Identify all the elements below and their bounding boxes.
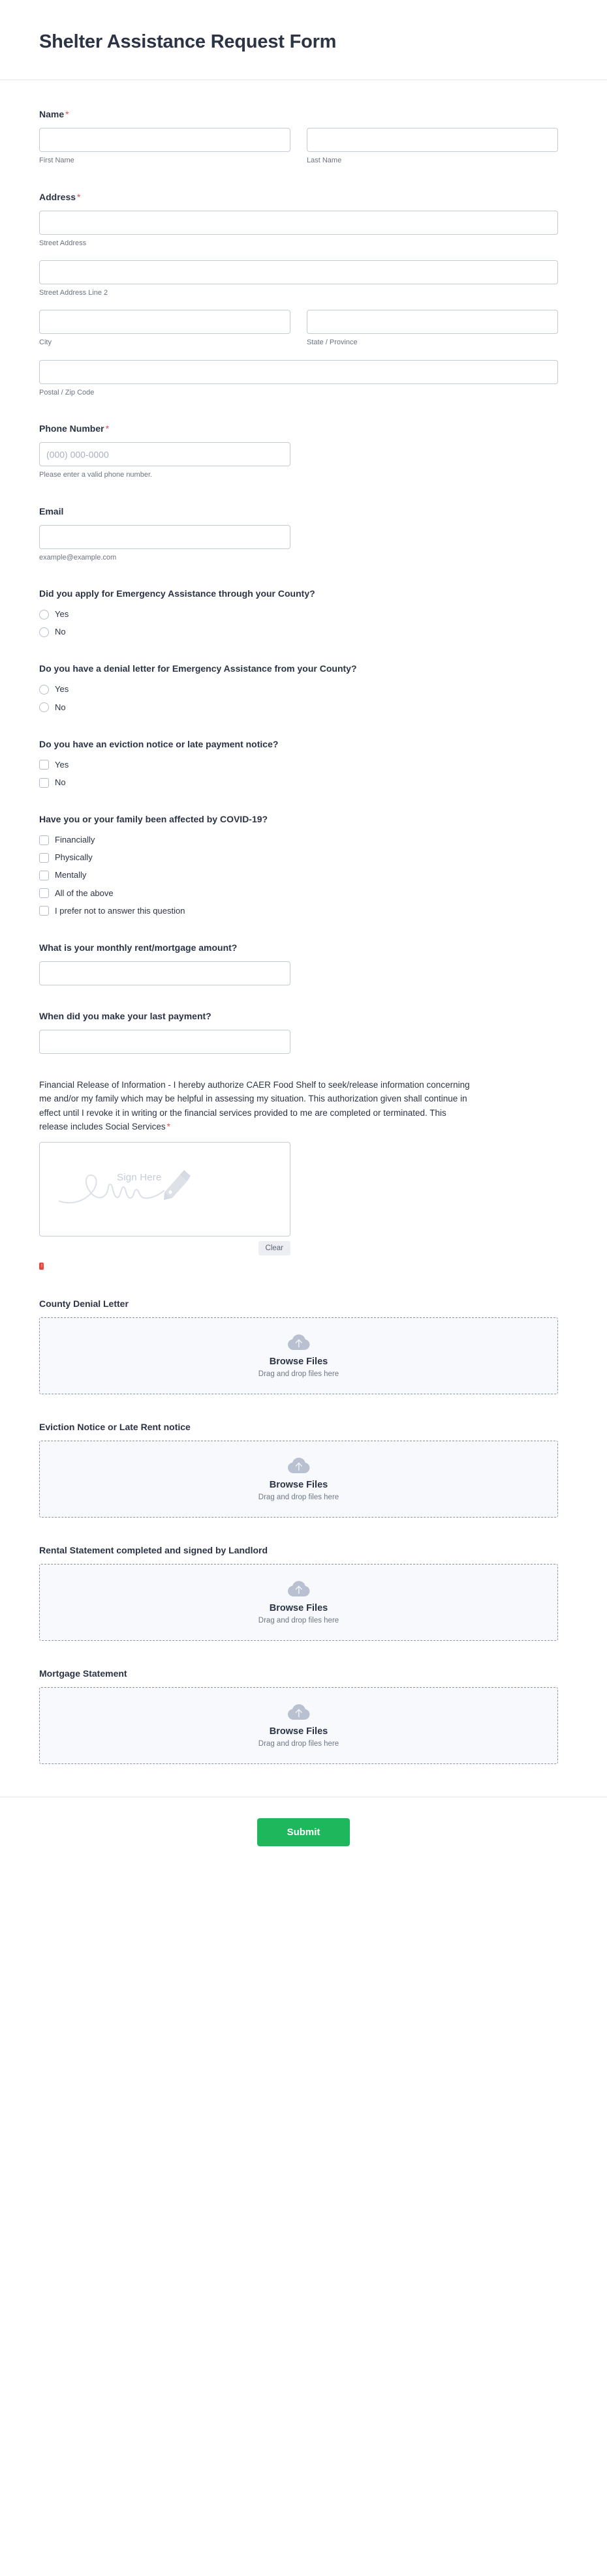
- email-sublabel: example@example.com: [39, 553, 117, 562]
- upload-eviction-notice: [39, 1420, 568, 1518]
- field-label-denial-letter: Do you have a denial letter for Emergency Assistance from your County?: [39, 663, 357, 674]
- choice-label: No: [55, 702, 66, 712]
- checkbox-icon[interactable]: [39, 778, 49, 788]
- submit-button[interactable]: Submit: [257, 1818, 350, 1846]
- checkbox-covid-all-of-the-above[interactable]: [39, 888, 568, 899]
- field-label-name: Name *: [39, 109, 69, 120]
- radio-applied-emergency-yes[interactable]: [39, 608, 568, 620]
- choice-label: Mentally: [55, 870, 87, 880]
- email-input[interactable]: [39, 525, 290, 549]
- street-address-sublabel: Street Address: [39, 239, 87, 247]
- cloud-upload-icon: [288, 1581, 310, 1598]
- name-row: [39, 128, 568, 166]
- field-label-email: Email: [39, 505, 64, 517]
- choice-label: Yes: [55, 608, 69, 619]
- choice-label: Financially: [55, 835, 95, 845]
- street-address-2-input[interactable]: [39, 260, 558, 284]
- street-address-2-group: [39, 260, 568, 298]
- page-title: Shelter Assistance Request Form: [39, 31, 337, 52]
- rent-amount-input[interactable]: [39, 961, 290, 985]
- field-label-eviction-notice: Do you have an eviction notice or late payment notice?: [39, 738, 279, 749]
- browse-files-label: Browse Files: [269, 1602, 328, 1613]
- last-name-sublabel: Last Name: [307, 157, 342, 165]
- field-label-financial-release: Financial Release of Information - I hereby authorize CAER Food Shelf to seek/release information concerning me and/or my family which may be helpful in assessing my situation. This authorization given shall continue in effect until I revoke it in writing or the financial services provided to me are completed or terminated. This release includes Social Services *: [39, 1080, 470, 1132]
- choice-label: All of the above: [55, 888, 114, 898]
- form-body: [0, 80, 607, 1797]
- dropzone[interactable]: [39, 1687, 558, 1764]
- signature-pen-icon: [58, 1167, 195, 1213]
- street-address-2-sublabel: Street Address Line 2: [39, 289, 108, 297]
- upload-mortgage-statement: [39, 1667, 568, 1764]
- radio-icon[interactable]: [39, 685, 49, 695]
- dropzone[interactable]: [39, 1317, 558, 1394]
- signature-pad[interactable]: [39, 1142, 290, 1236]
- phone-input[interactable]: [39, 442, 290, 466]
- signature-footer: [39, 1241, 290, 1255]
- checkbox-covid-physically[interactable]: [39, 852, 568, 863]
- checkbox-icon[interactable]: [39, 835, 49, 845]
- upload-label: Eviction Notice or Late Rent notice: [39, 1422, 191, 1433]
- denial-letter-options: [39, 683, 568, 713]
- first-name-sublabel: First Name: [39, 157, 74, 165]
- field-address: [39, 190, 568, 398]
- covid-affected-options: [39, 834, 568, 917]
- form-footer: [0, 1797, 607, 1876]
- field-last-payment: [39, 1010, 568, 1054]
- state-province-input[interactable]: [307, 310, 558, 334]
- field-label-rent-amount: What is your monthly rent/mortgage amount?: [39, 942, 238, 953]
- first-name-input[interactable]: [39, 128, 290, 152]
- required-asterisk: *: [166, 1122, 170, 1132]
- choice-label: No: [55, 627, 66, 637]
- checkbox-icon[interactable]: [39, 760, 49, 770]
- radio-icon[interactable]: [39, 702, 49, 712]
- postal-zip-sublabel: Postal / Zip Code: [39, 388, 95, 397]
- checkbox-icon[interactable]: [39, 853, 49, 863]
- radio-denial-letter-yes[interactable]: [39, 683, 568, 695]
- cloud-upload-icon: [288, 1704, 310, 1721]
- required-asterisk: *: [105, 423, 110, 434]
- field-applied-emergency: [39, 587, 568, 638]
- street-address-group: [39, 211, 568, 248]
- field-covid-affected: [39, 813, 568, 917]
- field-label-phone: Phone Number *: [39, 423, 110, 434]
- field-email: [39, 505, 568, 563]
- last-name-group: [307, 128, 558, 166]
- field-label-covid-affected: Have you or your family been affected by COVID-19?: [39, 814, 268, 825]
- applied-emergency-options: [39, 608, 568, 638]
- field-name: [39, 108, 568, 166]
- choice-label: No: [55, 777, 66, 787]
- radio-denial-letter-no[interactable]: [39, 702, 568, 713]
- checkbox-icon[interactable]: [39, 888, 49, 898]
- upload-label: Mortgage Statement: [39, 1668, 127, 1679]
- field-denial-letter: [39, 662, 568, 713]
- state-group: [307, 310, 558, 348]
- phone-sublabel: Please enter a valid phone number.: [39, 471, 153, 479]
- cloud-upload-icon: [288, 1334, 310, 1351]
- required-asterisk: *: [65, 109, 69, 120]
- drop-hint-label: Drag and drop files here: [258, 1493, 339, 1501]
- street-address-input[interactable]: [39, 211, 558, 235]
- checkbox-covid-mentally[interactable]: [39, 869, 568, 881]
- postal-zip-input[interactable]: [39, 360, 558, 384]
- field-label-last-payment: When did you make your last payment?: [39, 1011, 211, 1022]
- choice-label: I prefer not to answer this question: [55, 905, 185, 916]
- sign-here-label: Sign Here: [117, 1172, 162, 1184]
- signature-wrapper: [39, 1142, 290, 1273]
- upload-rental-statement: [39, 1544, 568, 1641]
- field-rent-amount: [39, 941, 568, 985]
- checkbox-eviction-notice-yes[interactable]: [39, 759, 568, 771]
- radio-applied-emergency-no[interactable]: [39, 626, 568, 638]
- form-header: [0, 0, 607, 80]
- upload-label: Rental Statement completed and signed by Landlord: [39, 1545, 268, 1556]
- field-label-address: Address *: [39, 191, 81, 202]
- drop-hint-label: Drag and drop files here: [258, 1616, 339, 1625]
- last-payment-input[interactable]: [39, 1030, 290, 1054]
- city-group: [39, 310, 290, 348]
- drop-hint-label: Drag and drop files here: [258, 1370, 339, 1378]
- upload-label: County Denial Letter: [39, 1298, 129, 1310]
- field-financial-release: [39, 1078, 568, 1273]
- radio-icon[interactable]: [39, 610, 49, 620]
- city-state-row: [39, 310, 568, 348]
- dropzone[interactable]: [39, 1441, 558, 1518]
- checkbox-covid-prefer-not-to-answer[interactable]: [39, 905, 568, 917]
- choice-label: Yes: [55, 684, 69, 695]
- radio-icon[interactable]: [39, 627, 49, 637]
- postal-group: [39, 360, 568, 398]
- drop-hint-label: Drag and drop files here: [258, 1739, 339, 1748]
- required-asterisk: *: [77, 191, 81, 202]
- upload-county-denial-letter: [39, 1297, 568, 1394]
- browse-files-label: Browse Files: [269, 1726, 328, 1737]
- field-phone: [39, 422, 568, 480]
- eviction-notice-options: [39, 759, 568, 788]
- checkbox-icon[interactable]: [39, 906, 49, 916]
- signature-error-badge: !: [39, 1263, 44, 1270]
- field-label-applied-emergency: Did you apply for Emergency Assistance through your County?: [39, 588, 315, 599]
- city-input[interactable]: [39, 310, 290, 334]
- state-province-sublabel: State / Province: [307, 338, 358, 347]
- last-name-input[interactable]: [307, 128, 558, 152]
- first-name-group: [39, 128, 290, 166]
- choice-label: Yes: [55, 759, 69, 770]
- city-sublabel: City: [39, 338, 52, 347]
- dropzone[interactable]: [39, 1564, 558, 1641]
- cloud-upload-icon: [288, 1458, 310, 1475]
- field-eviction-notice: [39, 738, 568, 788]
- checkbox-icon[interactable]: [39, 871, 49, 880]
- browse-files-label: Browse Files: [269, 1479, 328, 1490]
- browse-files-label: Browse Files: [269, 1356, 328, 1367]
- choice-label: Physically: [55, 852, 93, 863]
- checkbox-eviction-notice-no[interactable]: [39, 777, 568, 788]
- checkbox-covid-financially[interactable]: [39, 834, 568, 846]
- clear-signature-button[interactable]: Clear: [258, 1241, 290, 1255]
